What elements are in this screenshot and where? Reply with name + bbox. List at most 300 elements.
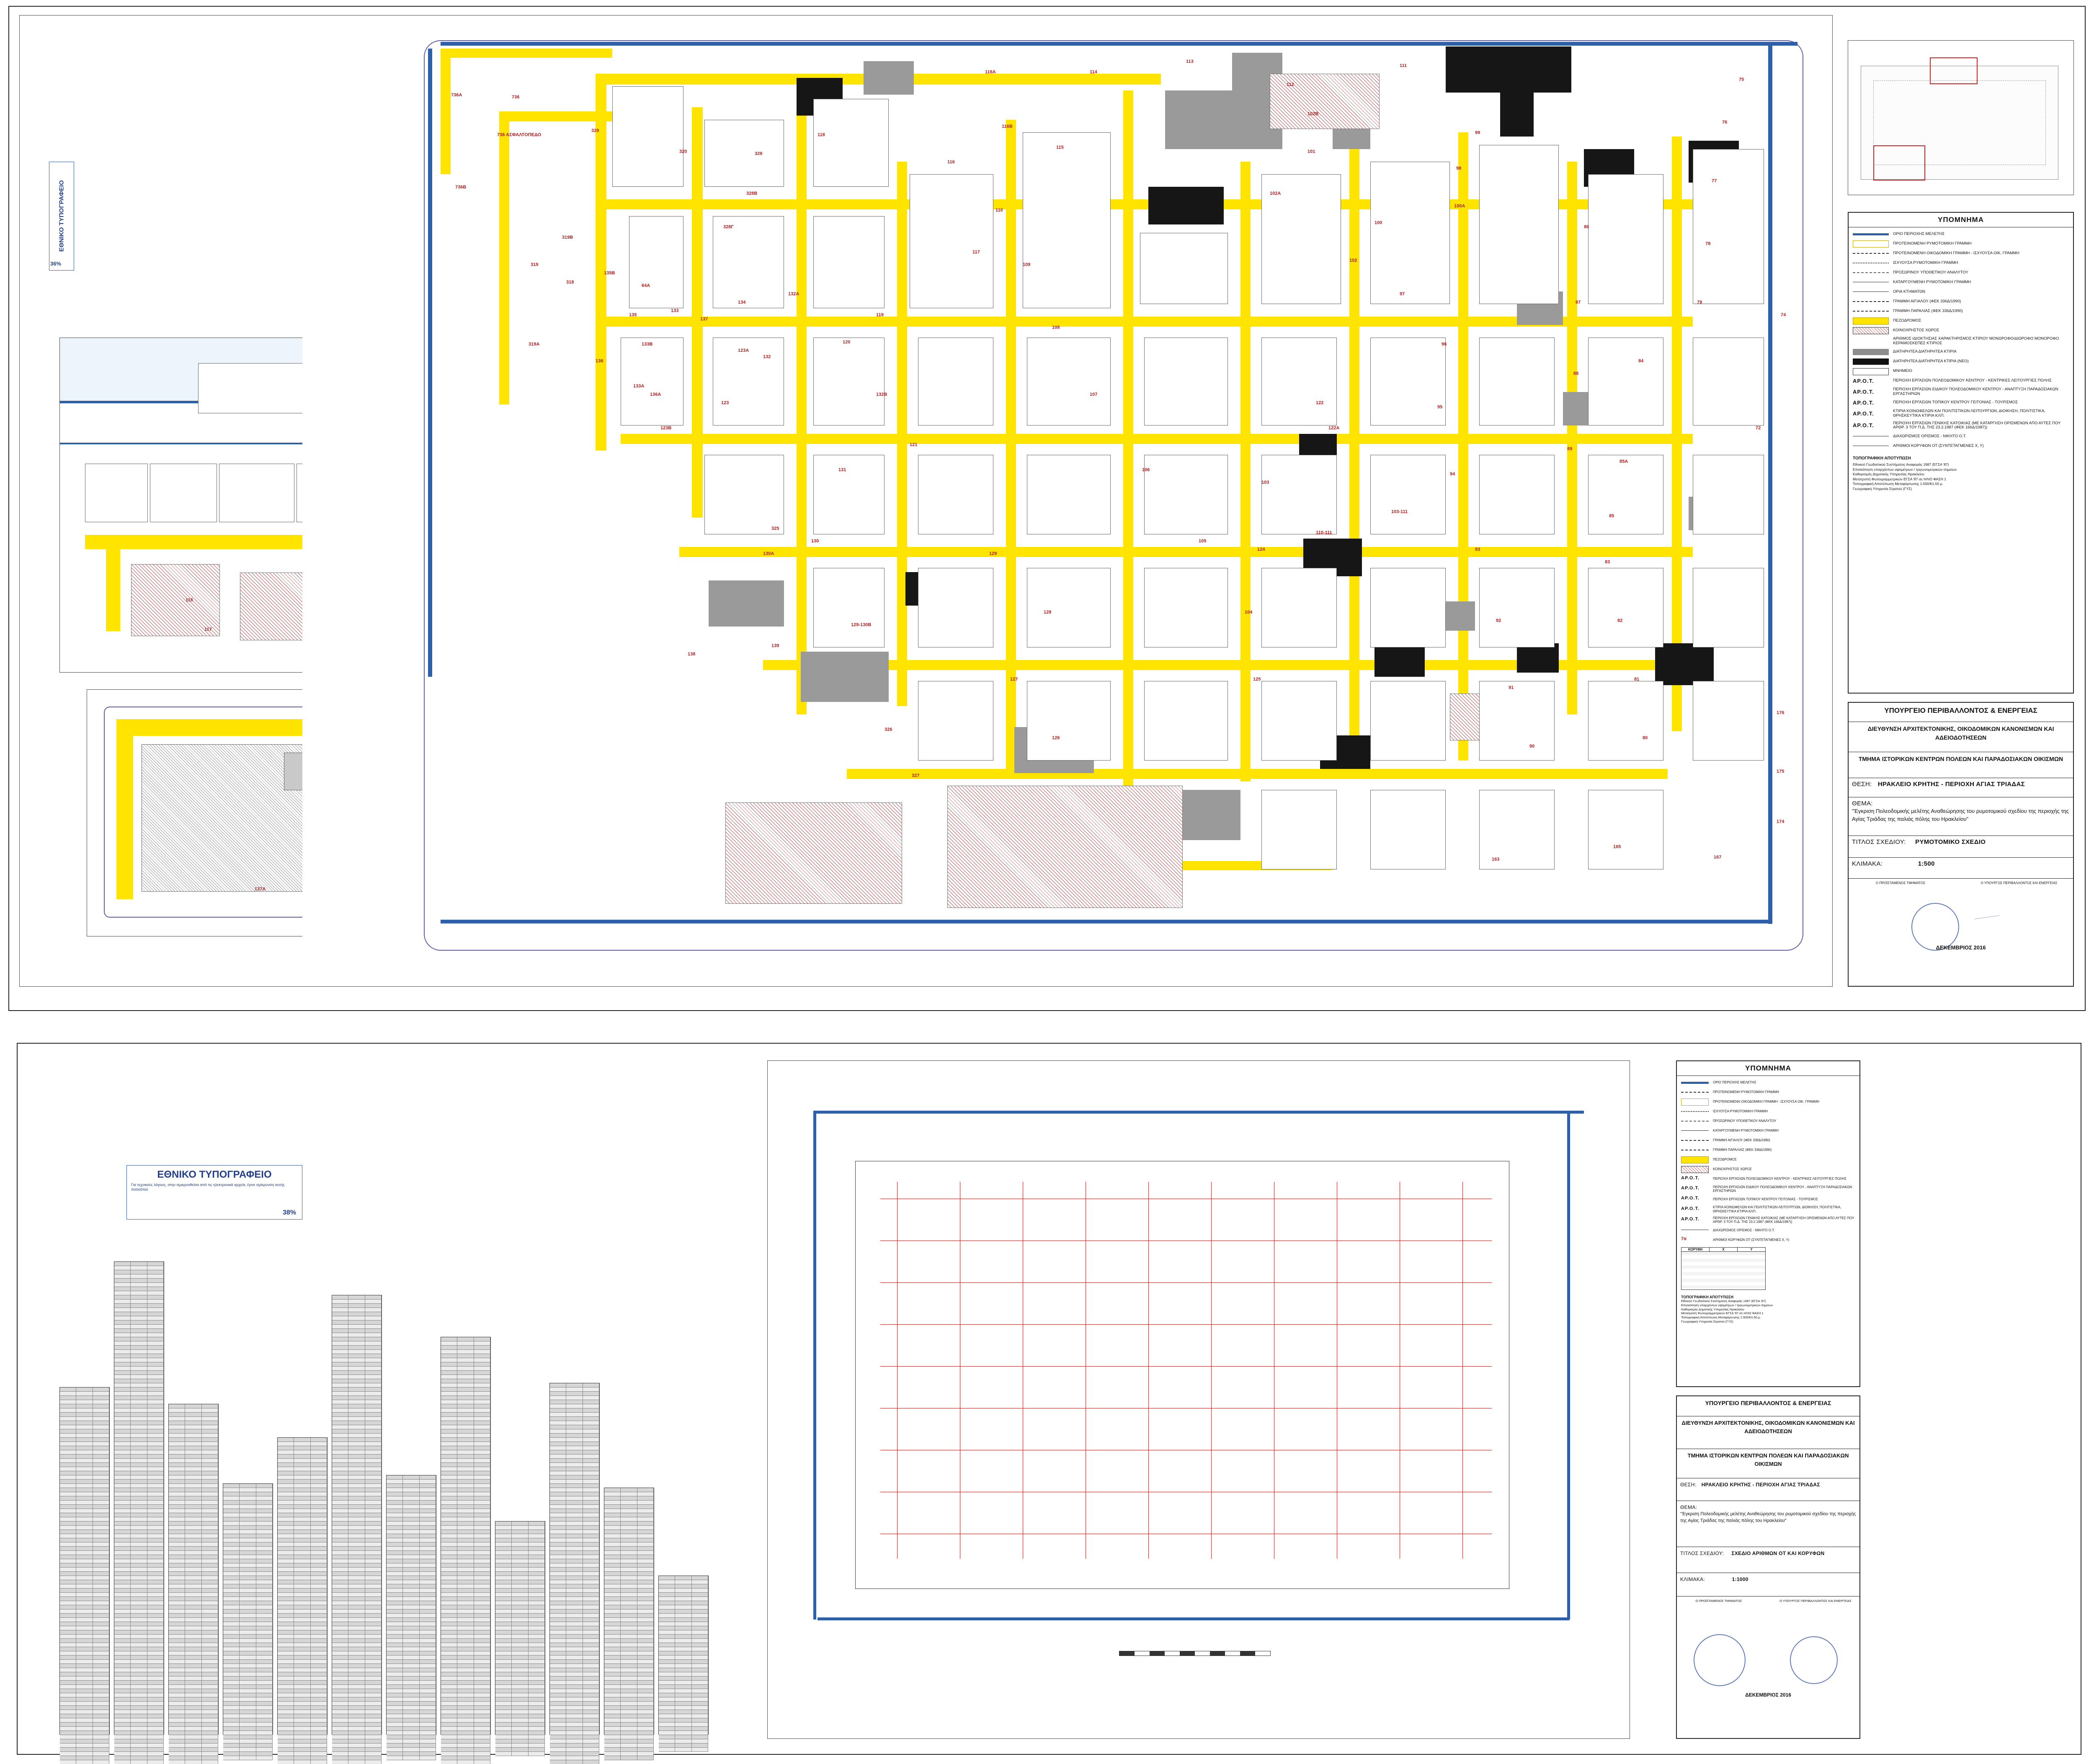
block-number: 320 (679, 149, 687, 154)
subject-label-2: ΘΕΜΑ: (1680, 1504, 1697, 1510)
drawing-title-value-2: ΣΧΕΔΙΟ ΑΡΙΘΜΩΝ ΟΤ ΚΑΙ ΚΟΡΥΦΩΝ (1731, 1550, 1825, 1556)
block-number: 133Α (633, 384, 645, 389)
legend-sheet2 (1676, 1060, 1860, 1387)
legend-item-label: ΠΡΟΣΩΡΙΝΟΥ ΥΠΟΘΕΤΙΚΟΥ ΑΝΑΛΥΤΟΥ (1893, 270, 1968, 275)
block-number: 102Α (1270, 191, 1281, 196)
block-number: 327 (912, 773, 920, 778)
ety-title-2: ΕΘΝΙΚΟ ΤΥΠΟΓΡΑΦΕΙΟ (157, 1169, 272, 1180)
position-value-2: ΗΡΑΚΛΕΙΟ ΚΡΗΤΗΣ - ΠΕΡΙΟΧΗ ΑΓΙΑΣ ΤΡΙΑΔΑΣ (1701, 1482, 1820, 1488)
block-number: 137 (700, 317, 708, 322)
block-number: 82 (1617, 618, 1623, 623)
block-number: 81 (1634, 677, 1640, 682)
legend-symbol-arot-5b: ΑΡ.Ο.Τ. (1681, 1216, 1700, 1222)
schedule-column (223, 1483, 273, 1735)
department-name: ΤΜΗΜΑ ΙΣΤΟΡΙΚΩΝ ΚΕΝΤΡΩΝ ΠΟΛΕΩΝ ΚΑΙ ΠΑΡΑΔΟΣΙΑΚΩΝ ΟΙΚΙΣΜΩΝ (1849, 752, 2073, 778)
source-line: Γεωγραφική Υπηρεσία Στρατού (ΓΥΣ) (1681, 1319, 1733, 1323)
block-number: 130 (811, 539, 819, 544)
legend-symbol-boundary-2 (1681, 1079, 1709, 1086)
block-number: 138 (688, 652, 696, 657)
legend-item (1681, 1089, 1855, 1096)
legend-item-label: ΔΙΑΤΗΡΗΤΕΑ ΔΙΑΤΗΡΗΤΕΑ ΚΤΙΡΙΑ (ΝΕΟ) (1893, 359, 1969, 364)
legend-item-label: ΓΡΑΜΜΗ ΠΑΡΑΛΙΑΣ (ΦΕΚ 336Δ/1990) (1893, 308, 1963, 313)
table-header-cell: Υ (1750, 1248, 1753, 1252)
block-number: 103 (1261, 480, 1269, 485)
legend-symbol-boundary (1853, 231, 1889, 237)
block-number: 83 (1605, 560, 1610, 565)
legend-item-label: ΠΡΟΤΕΙΝΟΜΕΝΗ ΡΥΜΟΤΟΜΙΚΗ ΓΡΑΜΜΗ (1893, 241, 1972, 246)
block-number: 132Β (876, 392, 887, 397)
legend-item-label: ΑΡΙΘΜΟΙ ΚΟΡΥΦΩΝ ΟΤ (ΣΥΝΤΕΤΑΓΜΕΝΕΣ Χ, Υ) (1893, 443, 1984, 448)
legend-item (1853, 289, 2069, 295)
block-number: 329 (591, 128, 599, 133)
official-stamp (1911, 903, 1959, 951)
legend-symbol-arot-4: ΑΡ.Ο.Τ. (1853, 410, 1874, 417)
legend-symbol-existing-2 (1681, 1108, 1709, 1115)
legend-item (1853, 378, 2069, 384)
schedule-column (114, 1261, 164, 1735)
position-row (1849, 778, 2073, 797)
official-stamp-2 (1694, 1634, 1746, 1686)
block-number: 123 (721, 400, 729, 405)
block-number: 90 (1529, 744, 1535, 749)
block-number: 101 (1307, 149, 1315, 154)
schedule-column (549, 1383, 600, 1735)
block-number: 98 (1456, 166, 1462, 171)
legend-item (1681, 1185, 1855, 1193)
legend-item (1681, 1137, 1855, 1144)
legend-item-label: ΔΙΑΤΗΡΗΤΕΑ ΔΙΑΤΗΡΗΤΕΑ ΚΤΙΡΙΑ (1893, 349, 1957, 354)
legend-item (1853, 260, 2069, 266)
signature-left-label-2: Ο ΠΡΟΪΣΤΑΜΕΝΟΣ ΤΜΗΜΑΤΟΣ (1695, 1599, 1742, 1603)
source-line: Μετατροπή Φωτογραμμετρικών ΕΓΣΑ '87 σε ΗΛΙΟ ΦΑΣΗ 1 (1853, 477, 1946, 481)
legend-item (1853, 308, 2069, 315)
block-number: 133 (671, 308, 679, 313)
block-number: 132 (763, 354, 771, 359)
signature-right-label: Ο ΥΠΟΥΡΓΟΣ ΠΕΡΙΒΑΛΛΟΝΤΟΣ ΚΑΙ ΕΝΕΡΓΕΙΑΣ (1981, 881, 2058, 885)
legend-symbol-shoreline (1853, 298, 1889, 305)
legend-item (1853, 400, 2069, 406)
national-printing-office-watermark (49, 162, 74, 271)
block-number: 104 (1245, 610, 1253, 615)
legend-item (1853, 298, 2069, 305)
legend-item (1681, 1099, 1855, 1105)
legend-item (1853, 433, 2069, 440)
block-number: 117 (972, 250, 980, 255)
drawing-title-value: ΡΥΜΟΤΟΜΙΚΟ ΣΧΕΔΙΟ (1915, 838, 1986, 846)
drawing-date-2: ΔΕΚΕΜΒΡΙΟΣ 2016 (1745, 1692, 1791, 1698)
legend-item-label: ΠΕΡΙΟΧΗ ΕΡΓΑΣΙΩΝ ΕΙΔΙΚΟΥ ΠΟΛΕΟΔΟΜΙΚΟΥ ΚΕΝΤΡΟΥ - ΑΝΑΠΤΥΞΗ ΠΑΡΑΔΟΣΙΑΚΩΝ ΕΡΓΑΣΤΗΡΙΩΝ (1713, 1185, 1852, 1193)
title-block-sheet1 (1848, 702, 2074, 987)
inset2-label-137a: 137Α (255, 887, 266, 892)
legend-item-label: ΠΕΖΟΔΡΟΜΟΣ (1713, 1158, 1737, 1162)
source-title: ΤΟΠΟΓΡΑΦΙΚΗ ΑΠΟΤΥΠΩΣΗ (1853, 456, 1911, 461)
official-stamp-3 (1790, 1636, 1838, 1684)
legend-symbol-division-2 (1681, 1227, 1709, 1233)
schedule-column (604, 1488, 654, 1735)
legend-symbol-division (1853, 433, 1889, 440)
legend-item (1681, 1166, 1855, 1173)
legend-item-label: ΟΡΙΟ ΠΕΡΙΟΧΗΣ ΜΕΛΕΤΗΣ (1713, 1081, 1756, 1085)
block-number: 328Γ (723, 224, 734, 230)
legend-symbol-arot-2: ΑΡ.Ο.Τ. (1853, 388, 1874, 395)
legend-item (1681, 1227, 1855, 1233)
block-number: 92 (1496, 618, 1501, 623)
legend-item (1853, 269, 2069, 276)
block-number: 110-111 (1316, 530, 1332, 535)
legend-item (1853, 250, 2069, 257)
source-line: Τοπογραφική Αποτύπωση Μεταφόρτωσης 1:500/Κλ.50 μ. (1853, 482, 1943, 486)
block-number: 105 (1199, 539, 1207, 544)
legend-symbol-pedestrian (1853, 317, 1889, 324)
block-number: 106 (1142, 467, 1150, 472)
block-number: 100 (1375, 220, 1382, 225)
legend-item-label: ΓΡΑΜΜΗ ΑΙΓΙΑΛΟΥ (ΦΕΚ 336Δ/1990) (1893, 299, 1961, 304)
source-line: Καθορισμός Δημοτικής Υπηρεσίας Ηρακλείου (1853, 472, 1924, 477)
block-number: 97 (1400, 291, 1405, 297)
block-number: 102 (1349, 258, 1357, 263)
block-number: 112 (1287, 82, 1294, 87)
legend-item-label: ΠΕΖΟΔΡΟΜΟΣ (1893, 318, 1921, 323)
position-row-2 (1677, 1478, 1859, 1501)
block-number: 174 (1777, 819, 1785, 824)
schedule-column (332, 1295, 382, 1735)
legend-item-label: ΠΕΡΙΟΧΗ ΕΡΓΑΣΙΩΝ ΠΟΛΕΟΔΟΜΙΚΟΥ ΚΕΝΤΡΟΥ - ΚΕΝΤΡΙΚΕΣ ΛΕΙΤΟΥΡΓΙΕΣ ΠΟΛΗΣ (1713, 1177, 1846, 1181)
block-number: 136Α (650, 392, 661, 397)
legend-symbol-public-space (1853, 327, 1889, 334)
schedule-column (441, 1337, 491, 1735)
legend-item (1681, 1147, 1855, 1153)
block-number: 108 (1052, 325, 1060, 330)
legend-item (1853, 231, 2069, 237)
coordinate-schedule (34, 1060, 746, 1739)
directorate-name: ΔΙΕΥΘΥΝΣΗ ΑΡΧΙΤΕΚΤΟΝΙΚΗΣ, ΟΙΚΟΔΟΜΙΚΩΝ ΚΑΝΟΝΙΣΜΩΝ ΚΑΙ ΑΔΕΙΟΔΟΤΗΣΕΩΝ (1849, 722, 2073, 752)
source-line: Εθνικού Γεωδαιτικού Συστήματος Αναφοράς 1987 (ΕΓΣΑ '87) (1853, 462, 1949, 467)
legend-item-label: ΜΝΗΜΕΙΟ (1893, 369, 1912, 374)
block-number: 326 (885, 727, 892, 732)
legend-item (1853, 317, 2069, 324)
legend-symbol-arot-1: ΑΡ.Ο.Τ. (1853, 377, 1874, 384)
legend-title: ΥΠΟΜΝΗΜΑ (1849, 213, 2073, 227)
block-number: 74 (1781, 312, 1786, 317)
block-number: 133Β (642, 342, 653, 347)
block-number: 78 (1705, 241, 1711, 246)
legend-symbol-publicspace-2 (1681, 1166, 1709, 1173)
block-number: 165 (1613, 844, 1621, 849)
source-line: Εθνικού Γεωδαιτικού Συστήματος Αναφοράς 1987 (ΕΓΣΑ '87) (1681, 1299, 1766, 1303)
block-number: 736 (512, 95, 520, 100)
legend-item (1853, 240, 2069, 247)
source-line: Μετατροπή Φωτογραμμετρικών ΕΓΣΑ '87 σε ΗΛΙΟ ΦΑΣΗ 1 (1681, 1311, 1764, 1315)
block-number: 134 (738, 300, 746, 305)
block-number: 103-111 (1391, 509, 1408, 514)
block-number: 328 (755, 151, 763, 156)
legend-item (1681, 1108, 1855, 1115)
position-label-2: ΘΕΣΗ: (1680, 1482, 1697, 1488)
legend-item-label: ΚΟΙΝΟΧΡΗΣΤΟΣ ΧΩΡΟΣ (1893, 328, 1939, 333)
legend-item (1681, 1118, 1855, 1124)
legend-symbol-shoreline-2 (1681, 1137, 1709, 1144)
schedule-column (386, 1475, 436, 1735)
legend-item-label: ΠΡΟΣΩΡΙΝΟΥ ΥΠΟΘΕΤΙΚΟΥ ΑΝΑΛΥΤΟΥ (1713, 1119, 1777, 1123)
block-number: 122 (1316, 400, 1324, 405)
block-number: 319Α (529, 342, 540, 347)
legend-item-label: ΟΡΙΑ ΚΤΗΜΑΤΩΝ (1893, 289, 1925, 294)
block-number: 118 (817, 132, 825, 137)
legend-body (1849, 227, 2073, 495)
ety-percent-2: 38% (282, 1209, 296, 1216)
block-number: 64Α (642, 283, 650, 288)
block-number: 94 (1450, 472, 1455, 477)
legend-item (1853, 279, 2069, 286)
block-number: 96 (1442, 342, 1447, 347)
legend-item-label: ΠΕΡΙΟΧΗ ΕΡΓΑΣΙΩΝ ΓΕΝΙΚΗΣ ΚΑΤΟΙΚΙΑΣ (ΜΕ ΚΑΤΑΡΓΗΣΗ ΟΡΙΣΜΕΝΩΝ ΑΠΟ ΑΥΤΕΣ ΠΟΥ ΑΡΘΡ. 3 ΤΟΥ Π.Δ. ΤΗΣ 23.2.1987 (ΦΕΚ 166Δ/1987)) (1713, 1216, 1854, 1224)
legend-item (1853, 368, 2069, 375)
subject-row-2 (1677, 1501, 1859, 1547)
signature-row (1849, 879, 2073, 954)
block-number: 109 (1023, 262, 1031, 267)
block-number: 75 (1739, 77, 1744, 82)
national-printing-office-watermark-2 (126, 1165, 302, 1220)
block-number: 318 (566, 280, 574, 285)
block-number: 124 (1257, 547, 1265, 552)
legend-symbol-listed-black (1853, 358, 1889, 365)
key-map (1848, 40, 2074, 195)
scale-value: 1:500 (1918, 860, 1935, 867)
scale-value-2: 1:1000 (1732, 1576, 1748, 1582)
legend-item-label: ΙΣΧΥΟΥΣΑ ΡΥΜΟΤΟΜΙΚΗ ΓΡΑΜΜΗ (1893, 260, 1958, 265)
legend-item-label: ΚΑΤΑΡΓΟΥΜΕΝΗ ΡΥΜΟΤΟΜΙΚΗ ΓΡΑΜΜΗ (1713, 1129, 1779, 1133)
drawing-title-label: ΤΙΤΛΟΣ ΣΧΕΔΙΟΥ: (1852, 838, 1906, 846)
legend-body-2 (1677, 1076, 1859, 1327)
block-number: 128 (1044, 610, 1052, 615)
source-line: Τοπογραφική Αποτύπωση Μεταφόρτωσης 1:500/Κλ.50 μ. (1681, 1315, 1761, 1320)
legend-symbol-proposed-line (1853, 240, 1889, 247)
subject-value-2: "Έγκριση Πολεοδομικής μελέτης Αναθεώρησης του ρυμοτομικού σχεδίου της περιοχής της Αγίας Τριάδας της παλιάς πόλης του Ηρακλείου" (1680, 1511, 1856, 1523)
block-number: 120 (843, 340, 851, 345)
legend-item-label: ΔΙΑΧΩΡΙΣΜΟΣ ΟΡΙΣΜΟΣ - ΝΙΚΗΤΟ Ο.Τ. (1893, 433, 1967, 438)
legend-symbol-proposed-2 (1681, 1089, 1709, 1096)
block-number: 115 (1056, 145, 1064, 150)
main-map-sheet2 (771, 1065, 1626, 1735)
legend-item-label: ΚΤΙΡΙΑ ΚΟΙΝΩΦΕΛΩΝ ΚΑΙ ΠΟΛΙΤΙΣΤΙΚΩΝ ΛΕΙΤΟΥΡΓΙΩΝ, ΔΙΟΙΚΗΣΗ, ΠΟΛΙΤΙΣΤΙΚΑ, ΘΡΗΣΚΕΥΤΙΚΑ ΚΤΙΡΙΑ ΚΛΠ. (1893, 408, 2045, 418)
legend-symbol-existing-line (1853, 260, 1889, 266)
drawing-title-row (1849, 836, 2073, 858)
legend-symbol-temporary-line (1853, 269, 1889, 276)
block-number: 119 (876, 312, 884, 317)
block-number: 135 (629, 312, 637, 317)
legend-symbol-vertex-numbers (1853, 443, 1889, 449)
legend-item (1681, 1236, 1855, 1243)
legend-item-label: ΠΕΡΙΟΧΗ ΕΡΓΑΣΙΩΝ ΓΕΝΙΚΗΣ ΚΑΤΟΙΚΙΑΣ (ΜΕ ΚΑΤΑΡΓΗΣΗ ΟΡΙΣΜΕΝΩΝ ΑΠΟ ΑΥΤΕΣ ΠΟΥ ΑΡΘΡ. 3 ΤΟΥ Π.Δ. ΤΗΣ 23.2.1987 (ΦΕΚ 166Δ/1987)) (1893, 420, 2061, 430)
source-line: Επισκόπηση υπαρχόντων υψομέτρων / τριγωνομετρικών σημείων (1681, 1303, 1773, 1307)
inset-label-118: 118 (186, 598, 193, 603)
block-number: 135Β (604, 271, 615, 276)
block-number: 163 (1492, 857, 1500, 862)
block-number: 167 (1714, 855, 1722, 860)
legend-item-label: ΚΤΙΡΙΑ ΚΟΙΝΩΦΕΛΩΝ ΚΑΙ ΠΟΛΙΤΙΣΤΙΚΩΝ ΛΕΙΤΟΥΡΓΙΩΝ, ΔΙΟΙΚΗΣΗ, ΠΟΛΙΤΙΣΤΙΚΑ, ΘΡΗΣΚΕΥΤΙΚΑ ΚΤΙΡΙΑ ΚΛΠ. (1713, 1205, 1841, 1213)
drawing-date: ΔΕΚΕΜΒΡΙΟΣ 2016 (1936, 944, 1986, 951)
signature-row-2 (1677, 1596, 1859, 1701)
block-number: 72 (1756, 426, 1761, 431)
block-number: 125 (1253, 677, 1261, 682)
block-number: 85 (1609, 513, 1614, 518)
ety-percent: 36% (50, 260, 62, 267)
legend-item (1853, 421, 2069, 431)
legend-symbol-abolished-2 (1681, 1127, 1709, 1134)
legend-title-2: ΥΠΟΜΝΗΜΑ (1677, 1061, 1859, 1076)
block-number: 86 (1584, 224, 1589, 230)
block-number: 110 (995, 208, 1003, 213)
legend-item-label: ΠΡΟΤΕΙΝΟΜΕΝΗ ΟΙΚΟΔΟΜΙΚΗ ΓΡΑΜΜΗ - ΙΣΧΥΟΥΣΑ ΟΙΚ. ΓΡΑΜΜΗ (1713, 1100, 1820, 1104)
position-value: ΗΡΑΚΛΕΙΟ ΚΡΗΤΗΣ - ΠΕΡΙΟΧΗ ΑΓΙΑΣ ΤΡΙΑΔΑΣ (1877, 781, 2025, 788)
legend-item-label: ΔΙΑΧΩΡΙΣΜΟΣ ΟΡΙΣΜΟΣ - ΝΙΚΗΤΟ Ο.Τ. (1713, 1228, 1775, 1232)
scale-row (1849, 858, 2073, 879)
ministry-name-2: ΥΠΟΥΡΓΕΙΟ ΠΕΡΙΒΑΛΛΟΝΤΟΣ & ΕΝΕΡΓΕΙΑΣ (1677, 1396, 1859, 1416)
legend-item-label: ΠΕΡΙΟΧΗ ΕΡΓΑΣΙΩΝ ΠΟΛΕΟΔΟΜΙΚΟΥ ΚΕΝΤΡΟΥ - ΚΕΝΤΡΙΚΕΣ ΛΕΙΤΟΥΡΓΙΕΣ ΠΟΛΗΣ (1893, 378, 2052, 383)
legend-symbol-building-line (1853, 250, 1889, 257)
ety-title: ΕΘΝΙΚΟ ΤΥΠΟΓΡΑΦΕΙΟ (58, 180, 65, 252)
legend-item (1853, 337, 2069, 346)
block-number: 89 (1567, 446, 1573, 451)
block-number: 107 (1090, 392, 1098, 397)
block-number: 122Α (1328, 426, 1340, 431)
legend-symbol-beachline (1853, 308, 1889, 315)
scale-label-2: ΚΛΙΜΑΚΑ: (1680, 1576, 1705, 1582)
legend-item (1853, 443, 2069, 449)
block-number: 100Α (1454, 204, 1465, 209)
legend-symbol-listed-gray (1853, 349, 1889, 356)
department-name-2: ΤΜΗΜΑ ΙΣΤΟΡΙΚΩΝ ΚΕΝΤΡΩΝ ΠΟΛΕΩΝ ΚΑΙ ΠΑΡΑΔΟΣΙΑΚΩΝ ΟΙΚΙΣΜΩΝ (1677, 1449, 1859, 1478)
legend-item-label: ΠΡΟΤΕΙΝΟΜΕΝΗ ΡΥΜΟΤΟΜΙΚΗ ΓΡΑΜΜΗ (1713, 1090, 1779, 1094)
subject-value: "Έγκριση Πολεοδομικής μελέτης Αναθεώρησης του ρυμοτομικού σχεδίου της περιοχής της Αγίας Τριάδας της παλιάς πόλης του Ηρακλείου" (1852, 808, 2069, 822)
block-number: 113 (1186, 59, 1194, 64)
source-line: Επισκόπηση υπαρχόντων υψομέτρων / τριγωνομετρικών σημείων (1853, 467, 1957, 472)
sheet-2 (17, 1043, 2081, 1755)
block-number: 736Β (455, 185, 467, 190)
block-number: 79 (1697, 300, 1702, 305)
signature-mark: __________ (1974, 910, 2000, 920)
schedule-column (495, 1521, 545, 1735)
table-header-cell: ΚΟΡΥΦΗ (1681, 1248, 1710, 1251)
title-block-sheet2 (1676, 1395, 1860, 1739)
legend-item (1853, 358, 2069, 365)
scale-row-2 (1677, 1573, 1859, 1596)
block-number: 111 (1400, 63, 1407, 68)
legend-symbol-arot-3b: ΑΡ.Ο.Τ. (1681, 1196, 1700, 1201)
block-number: 129-130Β (851, 622, 872, 627)
block-number: 136 (596, 358, 603, 364)
legend-item-label: ΑΡΙΘΜΟΙ ΚΟΡΥΦΩΝ ΟΤ (ΣΥΝΤΕΤΑΓΜΕΝΕΣ Χ, Υ) (1713, 1238, 1790, 1242)
block-number: 131 (838, 467, 846, 472)
legend-symbol-buildingline-2 (1681, 1099, 1709, 1105)
block-number: 93 (1475, 547, 1480, 552)
block-number: 102Β (1307, 111, 1319, 116)
block-number: 99 (1475, 130, 1480, 135)
sheet-1 (8, 6, 2086, 1011)
signature-left-label: Ο ΠΡΟΪΣΤΑΜΕΝΟΣ ΤΜΗΜΑΤΟΣ (1875, 881, 1926, 885)
block-number: 76 (1722, 120, 1728, 125)
legend-item (1853, 409, 2069, 418)
drawing-title-label-2: ΤΙΤΛΟΣ ΣΧΕΔΙΟΥ: (1680, 1550, 1724, 1556)
legend-item (1681, 1079, 1855, 1086)
legend-item-label: ΚΟΙΝΟΧΡΗΣΤΟΣ ΧΩΡΟΣ (1713, 1167, 1752, 1171)
block-number: 121 (910, 442, 918, 447)
schedule-column (277, 1437, 328, 1735)
block-number: 736 ΑΣΦΑΛΤΟΠΕΔΟ (497, 132, 542, 137)
block-number: 132Α (788, 291, 799, 297)
legend-item-label: ΠΕΡΙΟΧΗ ΕΡΓΑΣΙΩΝ ΤΟΠΙΚΟΥ ΚΕΝΤΡΟΥ ΓΕΙΤΟΝΙΑΣ - ΤΟΥΡΙΣΜΟΣ (1893, 400, 2018, 405)
block-number: 84 (1638, 358, 1644, 364)
legend-item-label: ΠΕΡΙΟΧΗ ΕΡΓΑΣΙΩΝ ΤΟΠΙΚΟΥ ΚΕΝΤΡΟΥ ΓΕΙΤΟΝΙΑΣ - ΤΟΥΡΙΣΜΟΣ (1713, 1197, 1818, 1201)
legend-symbol-pedestrian-2 (1681, 1156, 1709, 1163)
block-number: 325 (771, 526, 779, 531)
block-number: 77 (1712, 178, 1717, 183)
source-line: Καθορισμός Δημοτικής Υπηρεσίας Ηρακλείου (1681, 1307, 1744, 1311)
legend-item (1681, 1216, 1855, 1224)
block-number: 176 (1777, 710, 1785, 715)
legend-item (1853, 327, 2069, 334)
legend-symbol-arot-2b: ΑΡ.Ο.Τ. (1681, 1186, 1700, 1191)
legend-item-label: ΚΑΤΑΡΓΟΥΜΕΝΗ ΡΥΜΟΤΟΜΙΚΗ ΓΡΑΜΜΗ (1893, 279, 1971, 284)
legend-item (1681, 1127, 1855, 1134)
source-title-2: ΤΟΠΟΓΡΑΦΙΚΗ ΑΠΟΤΥΠΩΣΗ (1681, 1295, 1734, 1300)
legend-symbol-arot-4b: ΑΡ.Ο.Τ. (1681, 1206, 1700, 1211)
schedule-column (168, 1404, 219, 1735)
legend-item-label: ΓΡΑΜΜΗ ΑΙΓΙΑΛΟΥ (ΦΕΚ 336Δ/1990) (1713, 1138, 1770, 1142)
block-number: 123Β (660, 426, 672, 431)
ety-note: Για τεχνικούς λόγους, στην σμικρυνθείσα από τις ηλεκτρονικά αρχεία, έγινε σμίκρυνση αυτής ποσοστού (131, 1183, 285, 1192)
legend-symbol-beach-2 (1681, 1147, 1709, 1153)
legend-symbol-abolished-line (1853, 279, 1889, 286)
legend-symbol-vertex-2: 7α (1681, 1236, 1687, 1242)
legend-item (1681, 1176, 1855, 1182)
block-number: 130Α (763, 551, 774, 556)
schedule-column (658, 1576, 709, 1735)
block-number: 139 (771, 643, 779, 648)
block-number: 88 (1573, 371, 1579, 376)
main-map-sheet1 (302, 23, 1818, 978)
legend-item (1681, 1156, 1855, 1163)
block-number: 123Α (738, 348, 749, 353)
directorate-name-2: ΔΙΕΥΘΥΝΣΗ ΑΡΧΙΤΕΚΤΟΝΙΚΗΣ, ΟΙΚΟΔΟΜΙΚΩΝ ΚΑΝΟΝΙΣΜΩΝ ΚΑΙ ΑΔΕΙΟΔΟΤΗΣΕΩΝ (1677, 1416, 1859, 1449)
legend-item-label: ΠΕΡΙΟΧΗ ΕΡΓΑΣΙΩΝ ΕΙΔΙΚΟΥ ΠΟΛΕΟΔΟΜΙΚΟΥ ΚΕΝΤΡΟΥ - ΑΝΑΠΤΥΞΗ ΠΑΡΑΔΟΣΙΑΚΩΝ ΕΡΓΑΣΤΗΡΙΩΝ (1893, 387, 2058, 396)
legend-item-label: ΙΣΧΥΟΥΣΑ ΡΥΜΟΤΟΜΙΚΗ ΓΡΑΜΜΗ (1713, 1109, 1768, 1114)
legend-item-label: ΓΡΑΜΜΗ ΠΑΡΑΛΙΑΣ (ΦΕΚ 336Δ/1990) (1713, 1148, 1772, 1152)
block-number: 80 (1643, 735, 1648, 740)
block-number: 328Β (746, 191, 758, 196)
legend-item (1681, 1205, 1855, 1213)
position-label: ΘΕΣΗ: (1852, 781, 1872, 788)
legend-sheet1 (1848, 212, 2074, 694)
block-number: 129 (989, 551, 997, 556)
block-number: 319 (531, 262, 539, 267)
ministry-name: ΥΠΟΥΡΓΕΙΟ ΠΕΡΙΒΑΛΛΟΝΤΟΣ & ΕΝΕΡΓΕΙΑΣ (1849, 703, 2073, 722)
legend-item-label: ΟΡΙΟ ΠΕΡΙΟΧΗΣ ΜΕΛΕΤΗΣ (1893, 231, 1945, 236)
block-number: 175 (1777, 769, 1785, 774)
block-number: 127 (1010, 677, 1018, 682)
inset-label-117: 117 (204, 627, 212, 632)
block-number: 91 (1509, 685, 1514, 690)
legend-symbol-monument (1853, 368, 1889, 375)
source-line: Γεωγραφική Υπηρεσία Στρατού (ΓΥΣ) (1853, 486, 1912, 491)
legend-item (1853, 387, 2069, 397)
block-number: 114 (1090, 70, 1097, 75)
legend-symbol-arot-5: ΑΡ.Ο.Τ. (1853, 422, 1874, 429)
block-number: 85Α (1619, 459, 1628, 464)
scale-label: ΚΛΙΜΑΚΑ: (1852, 860, 1883, 867)
subject-row (1849, 797, 2073, 836)
block-number: 736Α (451, 93, 462, 98)
